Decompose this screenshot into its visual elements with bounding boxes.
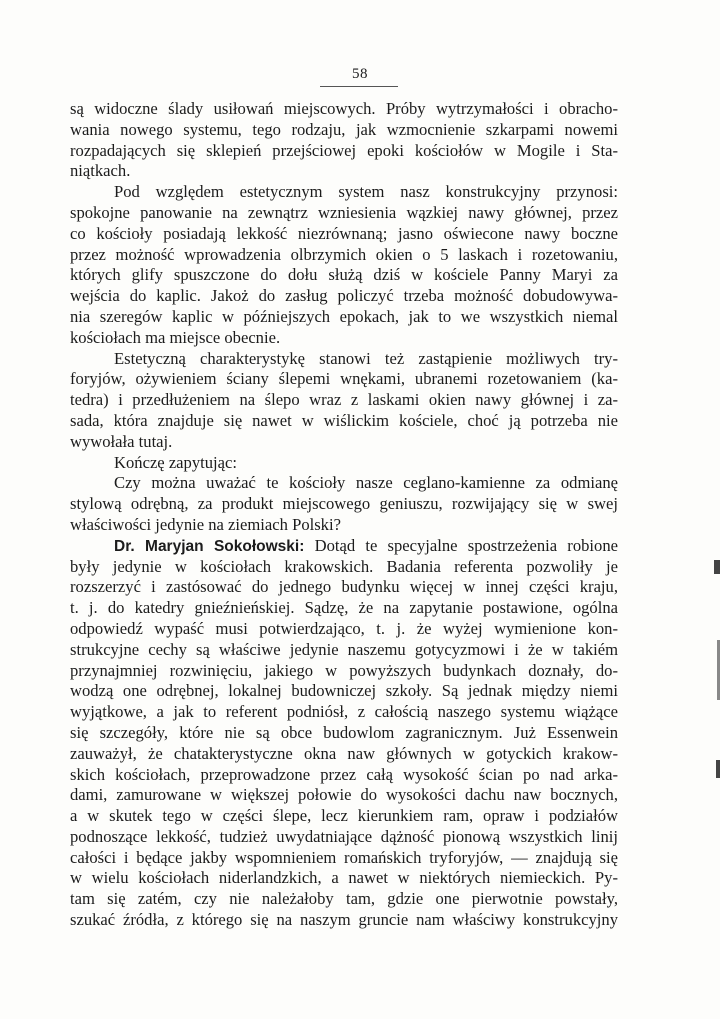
text-line: wania nowego systemu, tego rodzaju, jak wzmocnienie szkarpami nowemi [70,119,618,139]
scan-edge-mark [714,560,720,574]
text-line: kościołach ma miejsce obecnie. [70,327,281,347]
text-line: odpowiedź wypaść musi potwierdzająco, t. j. że wyżej wymienione kon- [70,618,618,638]
text-line: t. j. do katedry gnieźnieńskiej. Sądzę, że na zapytanie postawione, ogólna [70,598,618,618]
text-line: Czy można uważać te kościoły nasze ceglano-kamienne za odmianę [114,473,618,493]
text-line: przez możność wprowadzenia olbrzymich okien o 5 laskach i rozetowaniu, [70,244,618,264]
text-line: przynajmniej rozwinięciu, jakiego w powyższych budynkach doznały, do- [70,660,618,680]
scan-edge-mark [716,760,720,778]
text-line-content: Dotąd te specyjalne spostrzeżenia robione [304,535,618,555]
text-line: były jedynie w kościołach krakowskich. Badania referenta pozwoliły je [70,556,618,576]
text-line: Pod względem estetycznym system nasz konstrukcyjny przynosi: [114,182,618,202]
text-line: stylową odrębną, za produkt miejscowego geniuszu, rozwijający się w swej [70,494,618,514]
text-line: spokojne panowanie na zewnątrz wzniesienia wązkiej nawy głównej, przez [70,202,618,222]
speaker-name: Dr. Maryjan Sokołowski: [114,537,305,555]
text-line: Estetyczną charakterystykę stanowi też zastąpienie możliwych try- [114,348,618,368]
text-line: nia szeregów kaplic w późniejszych epokach, jak to we wszystkich niemal [70,306,618,326]
text-line: podnoszące lekkość, tudzież uwydatniające dążność pionową wszystkich linij [70,826,618,846]
text-line: strukcyjne cechy są właściwe jedynie naszemu gotycyzmowi i że w takiém [70,639,618,659]
body-text [70,99,618,931]
text-line: Kończę zapytując: [114,452,238,472]
text-line: co kościoły posiadają lekkość niezrównaną; jasno oświecone nawy boczne [70,223,618,243]
text-line: niątkach. [70,161,131,181]
text-line: sada, która znajduje się nawet w wiślickim kościele, choć ją potrzeba nie [70,410,618,430]
text-line: rozpadających się sklepień przejściowej epoki kościołów w Mogile i Sta- [70,140,618,160]
text-line [70,536,618,557]
text-line: wejścia do kaplic. Jakoż do zasług policzyć trzeba możność dobudowywa- [70,286,618,306]
header-rule [320,86,398,87]
text-line: całości i będące jakby wspomnieniem romańskich tryforyjów, — znajdują się [70,847,618,867]
text-line: skich kościołach, przeprowadzone przez całą wysokość ścian po nad arka- [70,764,618,784]
text-line: rozszerzyć i zastósować do jednego budynku więcej w innej części kraju, [70,577,618,597]
text-line: tedra) i przedłużeniem na ślepo wraz z laskami okien nawy głównej i za- [70,390,618,410]
text-line: dami, zamurowane w większej połowie do wysokości dachu naw bocznych, [70,785,618,805]
text-line: się szczegóły, które nie są obce budowlom zagranicznym. Już Essenwein [70,722,618,742]
text-line: są widoczne ślady usiłowań miejscowych. Próby wytrzymałości i obracho- [70,99,618,118]
text-line: wywołała tutaj. [70,431,173,451]
text-line: tam się zatém, czy nie należałoby tam, gdzie one pierwotnie powstały, [70,889,618,909]
text-line: szukać źródła, z którego się na naszym gruncie nam właściwy konstrukcyjny [70,910,618,930]
text-line: w wielu kościołach niderlandzkich, a nawet w niektórych niemieckich. Py- [70,868,618,888]
text-line: wodzą one odrębnej, lokalnej budowniczej szkoły. Są jednak między niemi [70,681,618,701]
text-line: a w skutek tego w części ślepe, lecz kierunkiem ram, opraw i podziałów [70,806,618,826]
page-number: 58 [352,66,368,82]
text-line: zauważył, że chatakterystyczne okna naw głównych w gotyckich krakow- [70,743,618,763]
text-line: wyjątkowe, a jak to referent podniósł, z całością naszego systemu wiążące [70,702,618,722]
text-line: właściwości jedynie na ziemiach Polski? [70,514,341,534]
text-line: których glify spuszczone do dołu służą dziś w kościele Panny Maryi za [70,265,618,285]
text-line: foryjów, ożywieniem ściany ślepemi wnękami, ubranemi rozetowaniem (ka- [70,369,618,389]
